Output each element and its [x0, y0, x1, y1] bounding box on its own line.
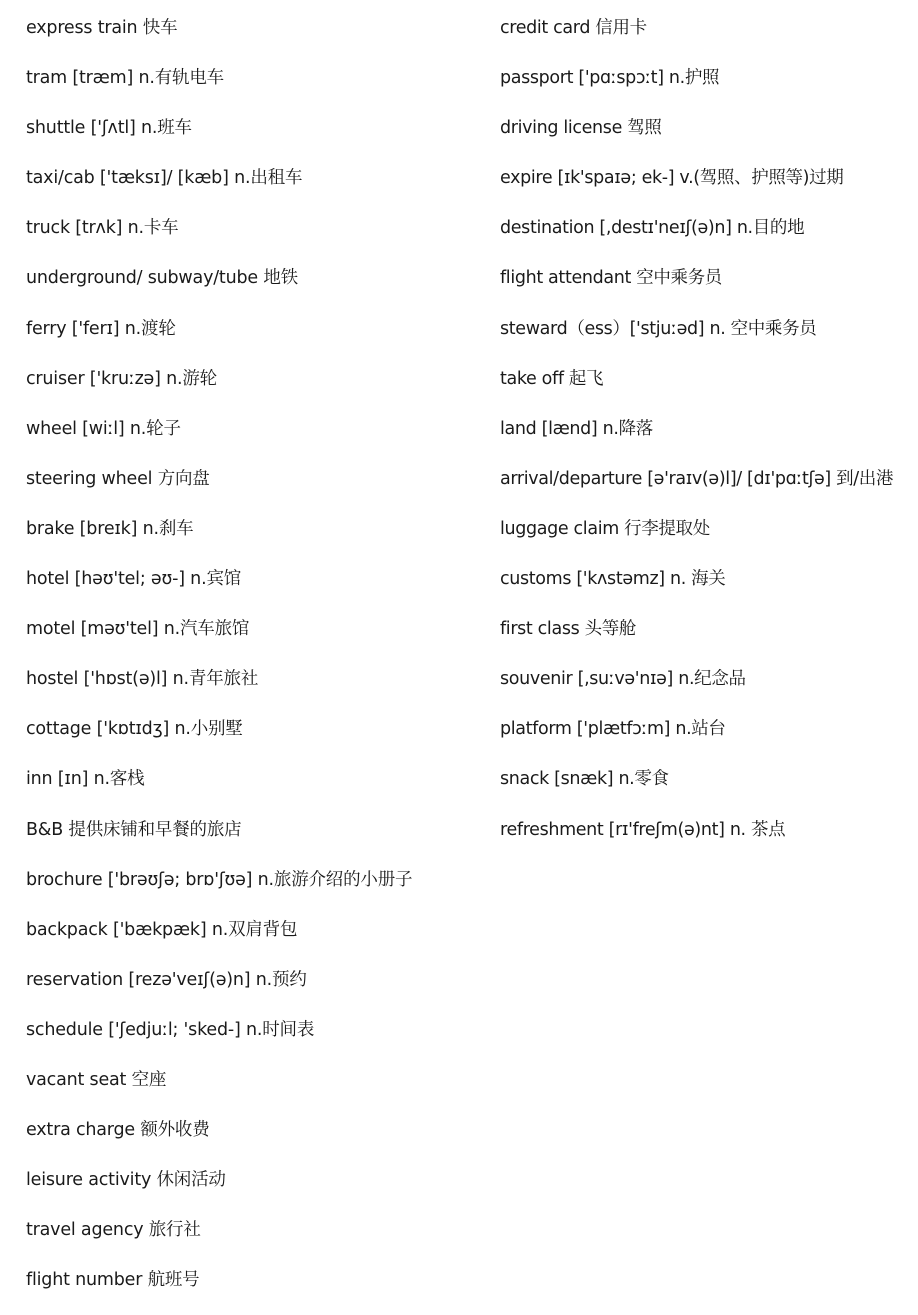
vocab-entry: leisure activity 休闲活动: [26, 1170, 226, 1191]
vocab-entry: hostel ['hɒst(ə)l] n.青年旅社: [26, 669, 259, 690]
vocab-entry: express train 快车: [26, 18, 178, 38]
vocab-entry: customs ['kʌstəmz] n. 海关: [500, 569, 726, 590]
vocab-entry: B&B 提供床铺和早餐的旅店: [26, 819, 242, 840]
vocab-entry: shuttle ['ʃʌtl] n.班车: [26, 118, 192, 139]
vocab-entry: cottage ['kɒtɪdʒ] n.小别墅: [26, 719, 243, 740]
vocab-entry: first class 头等舱: [500, 619, 637, 640]
vocab-entry: cruiser ['kruːzə] n.游轮: [26, 368, 217, 389]
vocab-entry: inn [ɪn] n.客栈: [26, 769, 145, 790]
vocab-entry: steering wheel 方向盘: [26, 468, 210, 489]
vocab-entry: truck [trʌk] n.卡车: [26, 218, 179, 239]
vocab-entry: credit card 信用卡: [500, 18, 647, 38]
vocab-entry: snack [snæk] n.零食: [500, 769, 669, 790]
vocabulary-list-right: [500, 13, 918, 865]
vocab-entry: take off 起飞: [500, 368, 604, 389]
vocab-entry: arrival/departure [ə'raɪv(ə)l]/ [dɪ'pɑːtʃə] 到/出港: [500, 468, 894, 489]
vocab-entry: wheel [wiːl] n.轮子: [26, 418, 181, 439]
vocab-entry: travel agency 旅行社: [26, 1220, 201, 1241]
vocab-entry: ferry ['ferɪ] n.渡轮: [26, 318, 176, 339]
vocab-entry: schedule ['ʃedjuːl; 'sked-] n.时间表: [26, 1019, 315, 1040]
vocab-entry: destination [,destɪ'neɪʃ(ə)n] n.目的地: [500, 218, 805, 239]
vocab-entry: hotel [həʊ'tel; əʊ-] n.宾馆: [26, 569, 242, 590]
vocab-entry: brochure ['brəʊʃə; brɒ'ʃʊə] n.旅游介绍的小册子: [26, 869, 413, 890]
vocab-entry: motel [məʊ'tel] n.汽车旅馆: [26, 619, 250, 640]
vocab-entry: tram [træm] n.有轨电车: [26, 68, 224, 89]
vocab-entry: flight attendant 空中乘务员: [500, 268, 722, 289]
vocab-entry: taxi/cab ['tæksɪ]/ [kæb] n.出租车: [26, 168, 303, 189]
vocab-entry: passport ['pɑːspɔːt] n.护照: [500, 68, 720, 89]
vocabulary-list-left: [26, 13, 486, 1315]
vocab-entry: underground/ subway/tube 地铁: [26, 268, 298, 289]
vocab-entry: brake [breɪk] n.刹车: [26, 518, 194, 539]
vocab-entry: expire [ɪk'spaɪə; ek-] v.(驾照、护照等)过期: [500, 168, 844, 189]
vocab-entry: vacant seat 空座: [26, 1069, 167, 1090]
vocab-entry: luggage claim 行李提取处: [500, 518, 710, 539]
vocab-entry: driving license 驾照: [500, 118, 662, 139]
vocab-entry: flight number 航班号: [26, 1270, 200, 1291]
vocab-entry: steward（ess）['stjuːəd] n. 空中乘务员: [500, 318, 817, 339]
vocab-entry: extra charge 额外收费: [26, 1120, 210, 1141]
vocab-entry: souvenir [,suːvə'nɪə] n.纪念品: [500, 669, 746, 690]
vocab-entry: backpack ['bækpæk] n.双肩背包: [26, 919, 298, 940]
vocab-entry: refreshment [rɪ'freʃm(ə)nt] n. 茶点: [500, 819, 786, 840]
vocab-entry: land [lænd] n.降落: [500, 418, 653, 439]
vocab-entry: reservation [rezə'veɪʃ(ə)n] n.预约: [26, 969, 307, 990]
vocab-entry: platform ['plætfɔːm] n.站台: [500, 719, 726, 740]
